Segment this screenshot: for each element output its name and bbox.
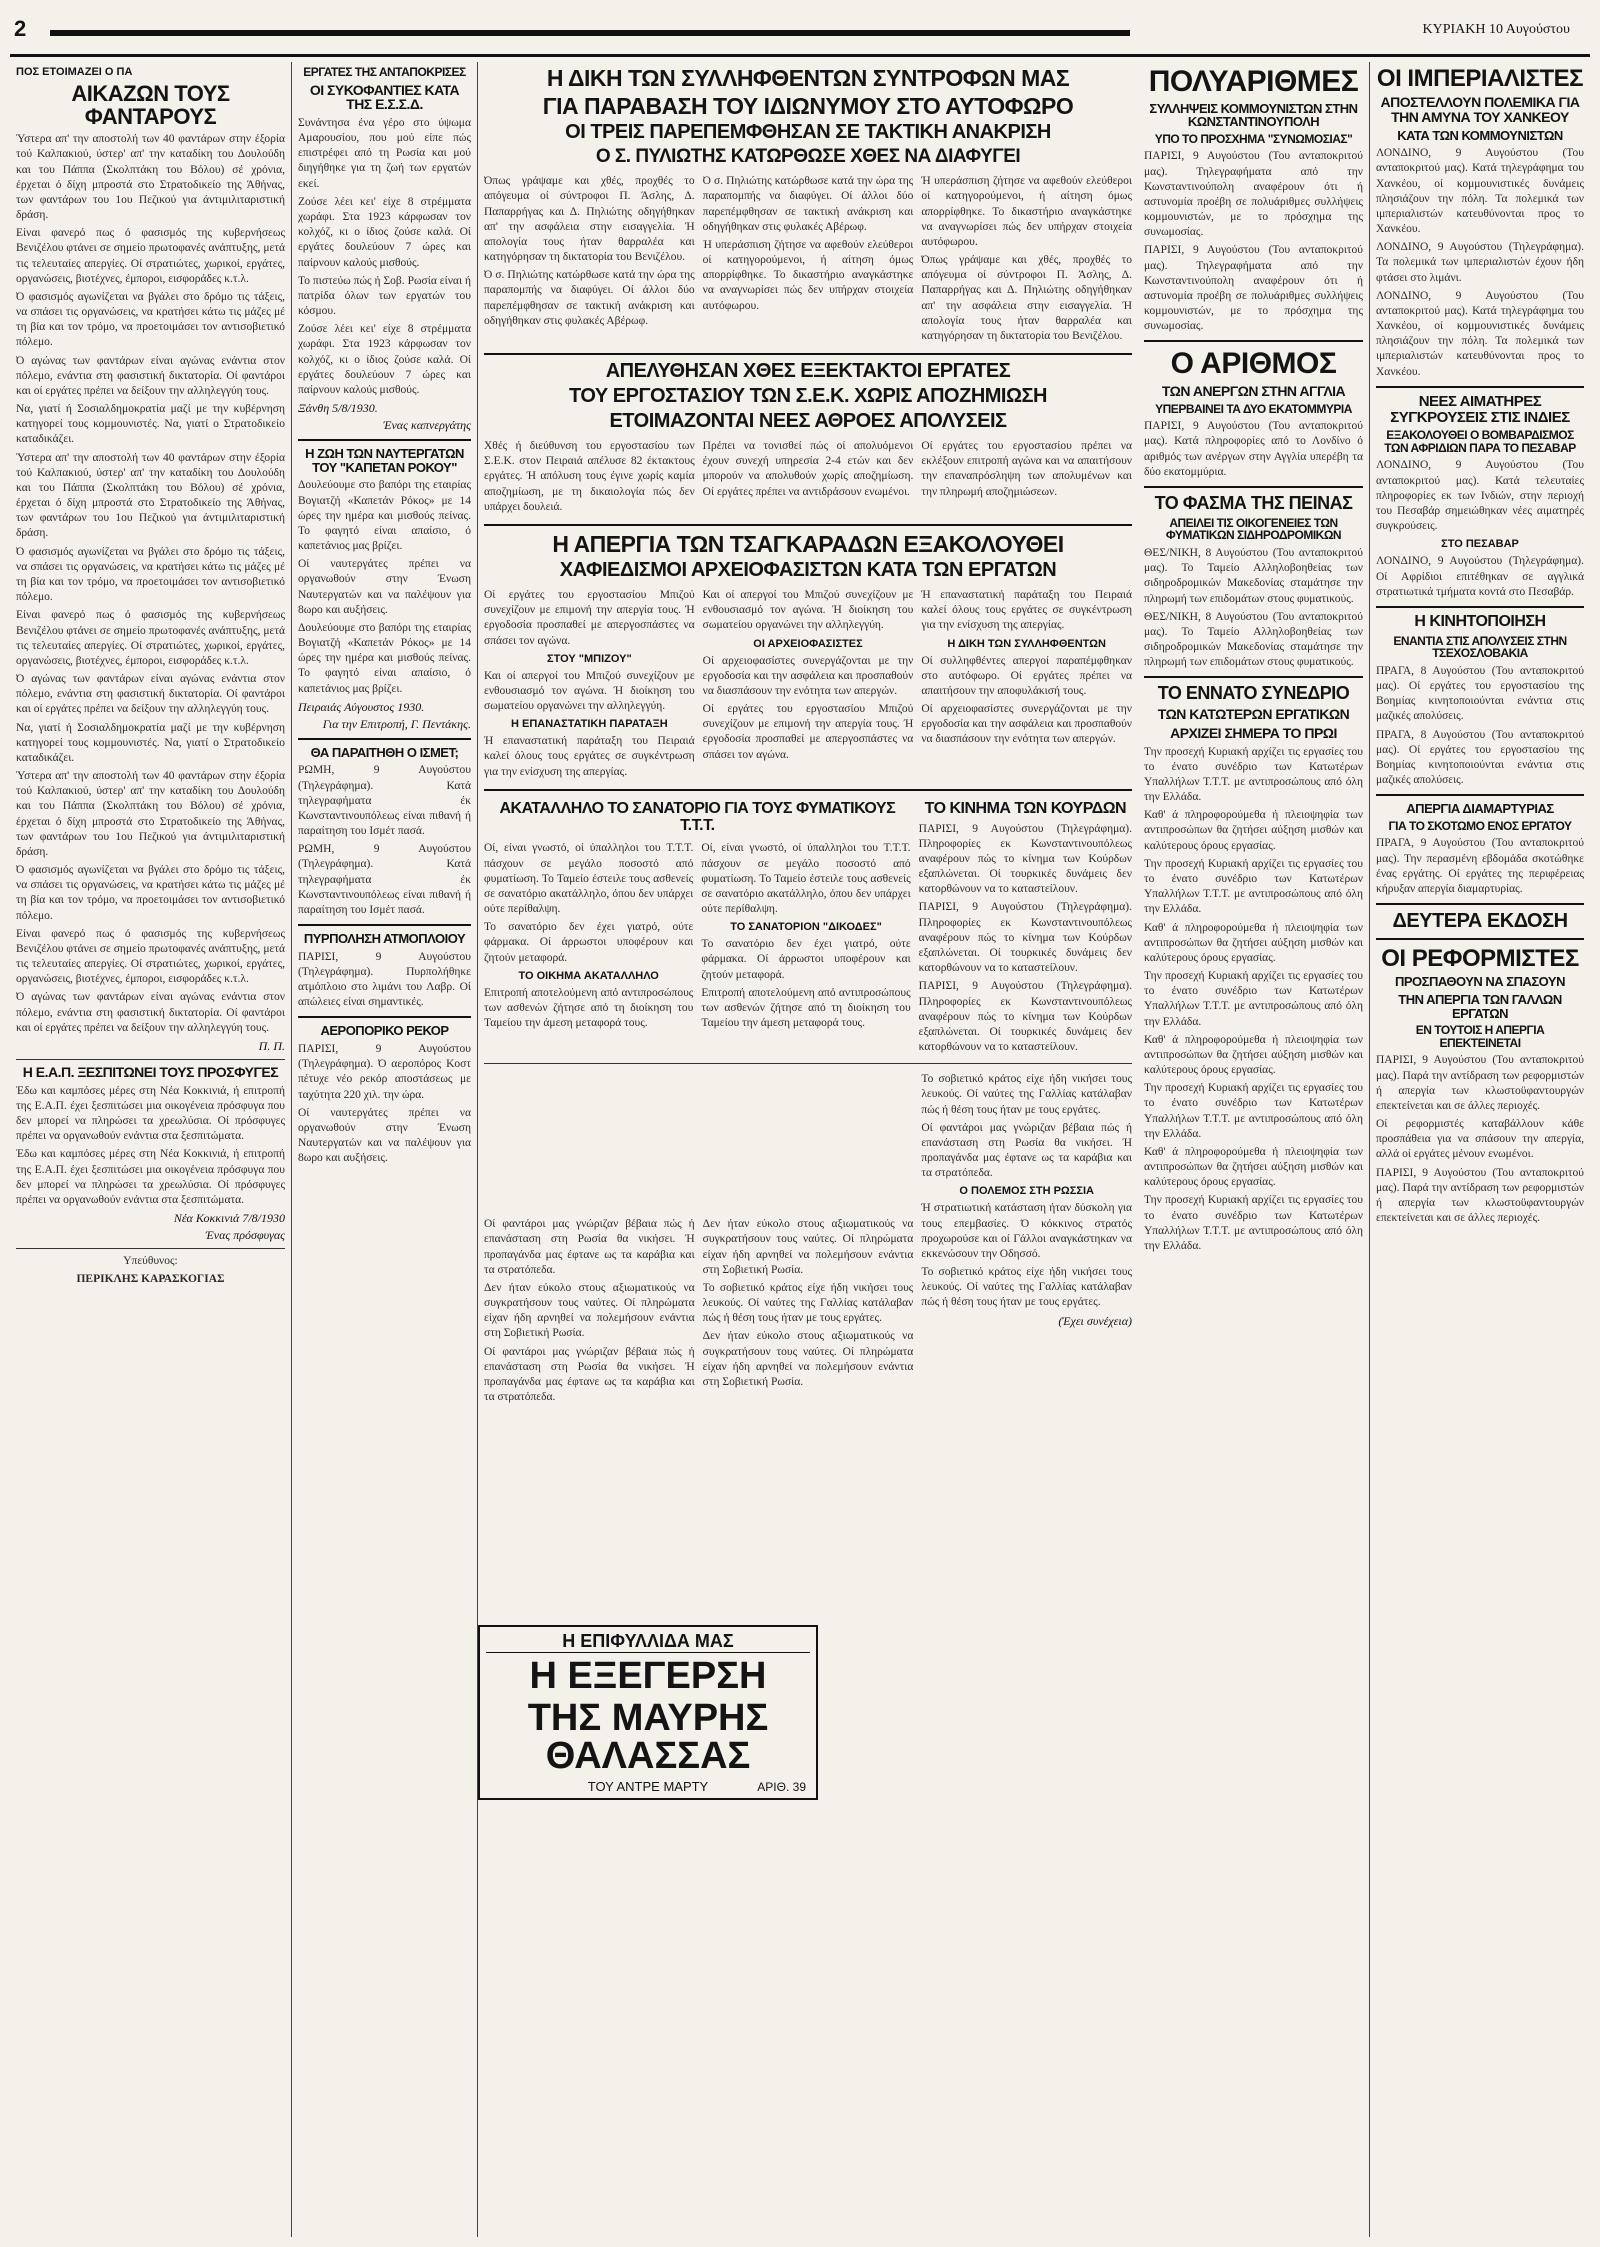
article-headline: ΘΑ ΠΑΡΑΙΤΗΘΗ Ο ΙΣΜΕΤ; xyxy=(310,744,459,760)
article-paragraph: Οί εργάτες του εργοστασίου Μπιζού συνεχίζουν με επιμονή την απεργία τους. Ή εργοδοσία προσπαθεί με απεργοσπάστες να σπάσει τον αγώνα. xyxy=(484,589,695,647)
article-headline-sub: ΤΩΝ ΑΝΕΡΓΩΝ ΣΤΗΝ ΑΓΓΛΙΑ xyxy=(1161,382,1346,399)
article-paragraph: Ό σ. Πηλιώτης κατώρθωσε κατά την ώρα της παραπομπής να διαφύγει. Οί άλλοι δύο παρεπέμφθησαν σε τακτική ανάκριση και οδηγήθηκαν στις φυλακές Αβέρωφ. xyxy=(484,269,695,327)
lower-articles xyxy=(484,797,1132,1058)
article-headline-sub: ΚΑΤΑ ΤΩΝ ΚΟΜΜΟΥΝΙΣΤΩΝ xyxy=(1397,127,1563,143)
serial-body xyxy=(484,1069,1132,1408)
article-headline: ΤΟ ΦΑΣΜΑ ΤΗΣ ΠΕΙΝΑΣ xyxy=(1154,492,1353,513)
article-paragraph: Οί, είναι γνωστό, οί ύπαλληλοι του Τ.Τ.Τ. πάσχουν σε μεγάλο ποσοστό από φυματίωση. Το Ταμείο έστειλε τους ασθενείς σε σανατόριο ακατάλληλο, όπου δεν υπάρχει ούτε περίθαλψη. xyxy=(484,842,694,916)
divider xyxy=(484,524,1132,526)
article-signature: Π. Π. xyxy=(258,1038,285,1053)
article-headline: Η ΖΩΗ ΤΩΝ ΝΑΥΤΕΡΓΑΤΩΝ ΤΟΥ "ΚΑΠΕΤΑΝ ΡΟΚΟΥ" xyxy=(305,446,464,475)
article-headline: ΑΕΡΟΠΟΡΙΚΟ ΡΕΚΟΡ xyxy=(320,1023,449,1039)
article-paragraph: Οί ρεφορμιστές καταβάλλουν κάθε προσπάθεια για να σπάσουν την απεργία, αλλά οί εργάτες μένουν ενωμένοι. xyxy=(1376,1118,1584,1161)
edition-banner: ΔΕΥΤΕΡΑ ΕΚΔΟΣΗ xyxy=(1392,910,1568,933)
layoff-headline-1: ΑΠΕΛΥΘΗΣΑΝ ΧΘΕΣ ΕΞΕΚΤΑΚΤΟΙ ΕΡΓΑΤΕΣ xyxy=(605,360,1011,383)
article-subhead: Η ΔΙΚΗ ΤΩΝ ΣΥΛΛΗΦΘΕΝΤΩΝ xyxy=(947,637,1106,650)
article-paragraph: Την προσεχή Κυριακή αρχίζει τις εργασίες του το ένατο συνέδριο των Κατωτέρων Υπαλλήλων Τ.Τ.Τ. με αντιπροσώπους από όλη την Ελλάδα. xyxy=(1144,1194,1363,1252)
article-paragraph: Το σοβιετικό κράτος είχε ήδη νικήσει τους λευκούς. Οί ναύτες της Γαλλίας κατάλαβαν πώς ή θέση τους ήταν με τους εργάτες. xyxy=(702,1281,914,1325)
article-paragraph: Και οί απεργοί του Μπιζού συνεχίζουν με ενθουσιασμό τον αγώνα. Ή διοίκηση του σωματείου οργανώνει την αλληλεγγύη. xyxy=(702,589,914,632)
article-paragraph: Ό σ. Πηλιώτης κατώρθωσε κατά την ώρα της παραπομπής να διαφύγει. Οί άλλοι δύο παρεπέμφθησαν σε τακτική ανάκριση και οδηγήθηκαν στις φυλακές Αβέρωφ. xyxy=(702,175,914,233)
lead-article-body xyxy=(484,171,1132,347)
article-paragraph: ΠΡΑΓΑ, 8 Αυγούστου (Του ανταποκριτού μας). Οί εργάτες του εργοστασίου της Βοημίας κινητοποιούνται ενάντια στις μαζικές απολύσεις. xyxy=(1376,664,1584,723)
article-headline: ΟΙ ΙΜΠΕΡΙΑΛΙΣΤΕΣ xyxy=(1376,65,1584,92)
divider xyxy=(1376,938,1584,940)
article-paragraph: Ό φασισμός αγωνίζεται να βγάλει στο δρόμο τις τάξεις, να σπάσει τις οργανώσεις, να κρατήσει κάτω τις μάζες μέ τη βία και τον τρόμο, να προετοιμάσει τον αντισοβιετικό πόλεμο. xyxy=(16,545,285,604)
article-paragraph: Την προσεχή Κυριακή αρχίζει τις εργασίες του το ένατο συνέδριο των Κατωτέρων Υπαλλήλων Τ.Τ.Τ. με αντιπροσώπους από όλη την Ελλάδα. xyxy=(1144,970,1363,1028)
divider xyxy=(484,353,1132,355)
serial-title-line-1: Η ΕΞΕΓΕΡΣΗ xyxy=(529,1655,767,1697)
article-paragraph: Επιτροπή αποτελούμενη από αντιπροσώπους των ασθενών ζήτησε από τη διοίκηση του Ταμείου την άμεση μεταφορά τους. xyxy=(484,986,694,1030)
lead-headline-3: ΟΙ ΤΡΕΙΣ ΠΑΡΕΠΕΜΦΘΗΣΑΝ ΣΕ ΤΑΚΤΙΚΗ ΑΝΑΚΡΙΣΗ xyxy=(565,121,1051,144)
divider xyxy=(1376,903,1584,905)
divider xyxy=(298,1016,471,1018)
sanatorium-body xyxy=(484,838,911,1034)
article-paragraph: Οί συλληφθέντες απεργοί παραπέμφθηκαν στο αυτόφωρο. Οί εργάτες πρέπει να απαιτήσουν την αποφυλάκισή τους. xyxy=(921,654,1133,697)
article-headline: ΝΕΕΣ ΑΙΜΑΤΗΡΕΣ ΣΥΓΚΡΟΥΣΕΙΣ ΣΤΙΣ ΙΝΔΙΕΣ xyxy=(1390,392,1570,426)
article-paragraph: ΠΑΡΙΣΙ, 9 Αυγούστου (Τηλεγράφημα). Πληροφορίες εκ Κωνσταντινουπόλεως αναφέρουν πώς το κίνημα των Κούρδων εξαπλώνεται. Οί τουρκικές δυνάμεις δεν κατορθώνουν να το καταστείλουν. xyxy=(918,901,1132,975)
article-subhead: Ο ΠΟΛΕΜΟΣ ΣΤΗ ΡΩΣΣΙΑ xyxy=(959,1185,1094,1198)
article-paragraph: Ύστερα απ' την αποστολή των 40 φαντάρων στην έξορία τού Καλπακιού, ύστερ' απ' την καταδίκη του Δουλούδη και του Πάππα (Σκολπτάκη του Βόλου) σέ χρόνια, έρχεται ό δίχη μπροστά στο Στρατοδικείο της Άθήνας, των φαντάρων του 1ου Πεζικού για άντιμιλιταριστική δράση. xyxy=(16,133,285,222)
article-paragraph: ΛΟΝΔΙΝΟ, 9 Αυγούστου (Του ανταποκριτού μας). Κατά τηλεγράφημα του Χανκέου, οί κομμουνιστικές δυνάμεις πλησιάζουν την πόλη. Τα πολεμικά των ιμπεριαλιστών κατευθύνονται προς το Χανκέου. xyxy=(1376,147,1584,236)
article-paragraph: ΠΑΡΙΣΙ, 9 Αυγούστου (Του ανταποκριτού μας). Κατά πληροφορίες από το Λονδίνο ό αριθμός των ανέργων στην Αγγλία υπερέβη τα δύο εκατομμύρια. xyxy=(1144,420,1363,478)
article-signature: Για την Επιτροπή, Γ. Πεντάκης. xyxy=(322,716,471,731)
column-3 xyxy=(478,62,1138,2237)
article-paragraph: Έδω και καμπόσες μέρες στη Νέα Κοκκινιά, ή επιτροπή της Ε.Α.Π. έχει ξεσπιτώσει μια οικογένεια πρόσφυγα που δεν μπορεί να πληρώσει τα χρεωλύσια. Οί πρόσφυγες πρέπει να οργανωθούν ενάντια στα ξεσπιτώματα. xyxy=(16,1148,285,1206)
article-paragraph: Να, γιατί ή Σοσιαλδημοκρατία μαζί με την κυβέρνηση κατηγορεί τους κομμουνιστές. Να, γιατί ο Στρατοδικείο καταδικάζει. xyxy=(16,721,285,764)
article-paragraph: Οί αρχειοφασίστες συνεργάζονται με την εργοδοσία και την ασφάλεια και προσπαθούν να διασπάσουν την ενότητα των απεργών. xyxy=(921,703,1133,746)
divider xyxy=(298,439,471,441)
article-headline-sub: ΠΡΟΣΠΑΘΟΥΝ ΝΑ ΣΠΑΣΟΥΝ xyxy=(1394,974,1565,990)
issue-date: ΚΥΡΙΑΚΗ 10 Αυγούστου xyxy=(1422,22,1570,37)
article-paragraph: ΘΕΣ/ΝΙΚΗ, 8 Αυγούστου (Του ανταποκριτού μας). Το Ταμείο Αλληλοβοηθείας των σιδηροδρομικών Μακεδονίας σταμάτησε την πληρωμή των επιδομάτων στους φυματικούς. xyxy=(1144,546,1363,605)
article-paragraph: Οί ναυτεργάτες πρέπει να οργανωθούν στην Ένωση Ναυτεργατών και να παλέψουν για 8ωρο και αυξήσεις. xyxy=(298,558,471,616)
article-paragraph: Οί, είναι γνωστό, οί ύπαλληλοι του Τ.Τ.Τ. πάσχουν σε μεγάλο ποσοστό από φυματίωση. Το Ταμείο έστειλε τους ασθενείς σε σανατόριο ακατάλληλο, όπου δεν υπάρχει ούτε περίθαλψη. xyxy=(701,842,911,916)
article-headline-sub: ΑΠΕΙΛΕΙ ΤΙΣ ΟΙΚΟΓΕΝΕΙΕΣ ΤΩΝ ΦΥΜΑΤΙΚΩΝ ΣΙΔΗΡΟΔΡΟΜΙΚΩΝ xyxy=(1165,515,1342,543)
article-headline-sub: ΥΠΕΡΒΑΙΝΕΙ ΤΑ ΔΥΟ ΕΚΑΤΟΜΜΥΡΙΑ xyxy=(1155,401,1352,416)
strike-article-body xyxy=(484,585,1132,783)
divider xyxy=(1376,386,1584,388)
article-paragraph: Οί αρχειοφασίστες συνεργάζονται με την εργοδοσία και την ασφάλεια και προσπαθούν να διασπάσουν την ενότητα των απεργών. xyxy=(702,654,914,697)
article-paragraph: Ύστερα απ' την αποστολή των 40 φαντάρων στην έξορία τού Καλπακιού, ύστερ' απ' την καταδίκη του Δουλούδη και του Πάππα (Σκολπτάκη του Βόλου) σέ χρόνια, έρχεται ό δίχη μπροστά στο Στρατοδικείο της Άθήνας, των φαντάρων του 1ου Πεζικού για άντιμιλιταριστική δράση. xyxy=(16,451,285,540)
article-paragraph: ΛΟΝΔΙΝΟ, 9 Αυγούστου (Του ανταποκριτού μας). Κατά τελευταίες πληροφορίες εκ των Ινδιών, στην περιοχή του Πεσαβάρ σημειώθηκαν νέες αιματηρές συγκρούσεις. xyxy=(1376,459,1584,533)
article-paragraph: Είναι φανερό πως ό φασισμός της κυβερνήσεως Βενιζέλου φτάνει σε σημείο πρωτοφανές ανάπτυξης, μετά τις τελευταίες απεργίες. Οί στρατιώτες, χωρικοί, εργάτες, οργανώσεις, βιοτέχνες, έμποροι, εισφοράδες κ.τ.λ. xyxy=(16,227,285,285)
article-paragraph: ΛΟΝΔΙΝΟ, 9 Αυγούστου (Τηλεγράφημα). Οί Αφρίδιοι επιτέθηκαν σε αγγλικά στρατιωτικά τμήματα κοντά στο Πεσαβάρ. xyxy=(1376,555,1584,598)
section-headline: ΕΡΓΑΤΕΣ ΤΗΣ ΑΝΤΑΠΟΚΡΙΣΕΣ xyxy=(303,65,466,79)
article-paragraph: Όπως γράψαμε και χθές, προχθές το απόγευμα οί σύντροφοι Π. Άσλης, Δ. Παπαρρήγας και Δ. Πηλιώτης οδηγήθηκαν απ' την ασφάλεια στην εισαγγελία. Ή απολογία τους ήταν θαρραλέα και κατηγόρησαν τη δικτατορία του Βενιζέλου. xyxy=(484,175,695,264)
article-paragraph: ΠΑΡΙΣΙ, 9 Αυγούστου (Τηλεγράφημα). Ό αεροπόρος Κοστ πέτυχε νέο ρεκόρ αποστάσεως με ταχύτητα 220 χιλ. την ώρα. xyxy=(298,1043,471,1101)
strike-headline-1: Η ΑΠΕΡΓΙΑ ΤΩΝ ΤΣΑΓΚΑΡΑΔΩΝ ΕΞΑΚΟΛΟΥΘΕΙ xyxy=(552,530,1064,557)
article-paragraph: Καθ' ά πληροφορούμεθα ή πλειοψηφία των αντιπροσώπων θα ζητήσει αύξηση μισθών και καλύτερους όρους εργασίας. xyxy=(1144,921,1363,964)
article-paragraph: Οί φαντάροι μας γνώριζαν βέβαια πώς ή επανάσταση στη Ρωσία θα νικήσει. Ή προπαγάνδα μας έφτανε ως τα καράβια και τα στρατόπεδα. xyxy=(484,1218,695,1276)
article-headline: ΠΥΡΠΟΛΗΣΗ ΑΤΜΟΠΛΟΙΟΥ xyxy=(303,931,466,947)
layoff-headline-3: ΕΤΟΙΜΑΖΟΝΤΑΙ ΝΕΕΣ ΑΘΡΟΕΣ ΑΠΟΛΥΣΕΙΣ xyxy=(609,410,1007,433)
divider xyxy=(298,924,471,926)
article-headline: ΤΟ ΚΙΝΗΜΑ ΤΩΝ ΚΟΥΡΔΩΝ xyxy=(924,799,1127,817)
article-paragraph: Την προσεχή Κυριακή αρχίζει τις εργασίες του το ένατο συνέδριο των Κατωτέρων Υπαλλήλων Τ.Τ.Τ. με αντιπροσώπους από όλη την Ελλάδα. xyxy=(1144,1082,1363,1140)
article-headline: ΟΙ ΡΕΦΟΡΜΙΣΤΕΣ xyxy=(1381,945,1579,973)
article-paragraph: Είναι φανερό πως ό φασισμός της κυβερνήσεως Βενιζέλου φτάνει σε σημείο πρωτοφανές ανάπτυξης, μετά τις τελευταίες απεργίες. Οί στρατιώτες, χωρικοί, εργάτες, οργανώσεις, βιοτέχνες, έμποροι, εισφοράδες κ.τ.λ. xyxy=(16,609,285,667)
article-headline-sub: ΥΠΟ ΤΟ ΠΡΟΣΧΗΜΑ "ΣΥΝΩΜΟΣΙΑΣ" xyxy=(1154,131,1353,146)
article-signature: Πειραιάς Αύγουστος 1930. xyxy=(298,699,425,714)
article-paragraph: Ζούσε λέει κει' είχε 8 στρέμματα χωράφι. Στα 1923 κάρφωσαν τον κολχόζ, κι ο ίδιος ζούσε καλά. Οί εργάτες δουλεύουν 7 ώρες και παίρνουν καλούς μισθούς. xyxy=(298,195,471,269)
article-headline: ΑΚΑΤΑΛΛΗΛΟ ΤΟ ΣΑΝΑΤΟΡΙΟ ΓΙΑ ΤΟΥΣ ΦΥΜΑΤΙΚΟΥΣ Τ.Τ.Τ. xyxy=(499,799,896,834)
divider xyxy=(1144,486,1363,488)
article-paragraph: Δουλεύουμε στο βαπόρι της εταιρίας Βογιατζή «Καπετάν Ρόκος» με 14 ώρες την ημέρα και μισθούς πείνας. Το φαγητό είναι απαίσιο, ό καπετάνιος μας βρίζει. xyxy=(298,479,471,553)
article-paragraph: ΠΡΑΓΑ, 9 Αυγούστου (Του ανταποκριτού μας). Την περασμένη εβδομάδα σκοτώθηκε ένας εργάτης. Οί εργάτες της περιφέρειας κήρυξαν απεργία διαμαρτυρίας. xyxy=(1376,837,1584,895)
article-headline-sub: ΕΝ ΤΟΥΤΟΙΣ Η ΑΠΕΡΓΙΑ ΕΠΕΚΤΕΙΝΕΤΑΙ xyxy=(1415,1023,1545,1050)
article-paragraph: Οί ναυτεργάτες πρέπει να οργανωθούν στην Ένωση Ναυτεργατών και να παλέψουν για 8ωρο και αυξήσεις. xyxy=(298,1106,471,1165)
article-paragraph: Επιτροπή αποτελούμενη από αντιπροσώπους των ασθενών ζήτησε από τη διοίκηση του Ταμείου την άμεση μεταφορά τους. xyxy=(701,986,911,1030)
article-paragraph: Συνάντησα ένα γέρο στο ύψωμα Αμαρουσίου, που μού είπε πώς επιστρέφει από τη Ρωσία και μού διηγήθηκε για τη ζωή των εργατών εκεί. xyxy=(298,116,471,190)
article-kicker: ΠΟΣ ΕΤΟΙΜΑΖΕΙ Ο ΠΑ xyxy=(16,66,133,78)
divider xyxy=(1144,340,1363,342)
article-paragraph: Καθ' ά πληροφορούμεθα ή πλειοψηφία των αντιπροσώπων θα ζητήσει αύξηση μισθών και καλύτερους όρους εργασίας. xyxy=(1144,1145,1363,1189)
article-paragraph: Οί φαντάροι μας γνώριζαν βέβαια πώς ή επανάσταση στη Ρωσία θα νικήσει. Ή προπαγάνδα μας έφτανε ως τα καράβια και τα στρατόπεδα. xyxy=(921,1121,1133,1180)
serial-part-number: ΑΡΙΘ. 39 xyxy=(757,1780,806,1794)
article-paragraph: Οί εργάτες του εργοστασίου πρέπει να εκλέξουν επιτροπή αγώνα και να απαιτήσουν την επαναπρόσληψη των απολυμένων και την πληρωμή αποζημιώσεων. xyxy=(921,440,1133,498)
article-paragraph: Δουλεύουμε στο βαπόρι της εταιρίας Βογιατζή «Καπετάν Ρόκος» με 14 ώρες την ημέρα και μισθούς πείνας. Το φαγητό είναι απαίσιο, ό καπετάνιος μας βρίζει. xyxy=(298,621,471,695)
article-subhead: ΤΟ ΣΑΝΑΤΟΡΙΟΝ "ΔΙΚΟΔΕΣ" xyxy=(730,921,882,934)
article-paragraph: Όπως γράψαμε και χθές, προχθές το απόγευμα οί σύντροφοι Π. Άσλης, Δ. Παπαρρήγας και Δ. Πηλιώτης οδηγήθηκαν απ' την ασφάλεια στην εισαγγελία. Ή απολογία τους ήταν θαρραλέα και κατηγόρησαν τη δικτατορία του Βενιζέλου. xyxy=(921,254,1133,342)
article-paragraph: Ή στρατιωτική κατάσταση ήταν δύσκολη για τους επεμβασίες. Ό κόκκινος στρατός προχωρούσε και οί Γάλλοι αναγκάστηκαν να εκκενώσουν την Οδησσό. xyxy=(921,1202,1133,1260)
article-paragraph: ΠΡΑΓΑ, 8 Αυγούστου (Του ανταποκριτού μας). Οί εργάτες του εργοστασίου της Βοημίας κινητοποιούνται ενάντια στις μαζικές απολύσεις. xyxy=(1376,728,1584,787)
divider xyxy=(484,789,1132,791)
article-paragraph: Και οί απεργοί του Μπιζού συνεχίζουν με ενθουσιασμό τον αγώνα. Ή διοίκηση του σωματείου οργανώνει την αλληλεγγύη. xyxy=(484,669,695,713)
divider xyxy=(298,738,471,740)
article-paragraph: Ζούσε λέει κει' είχε 8 στρέμματα χωράφι. Στα 1923 κάρφωσαν τον κολχόζ, κι ο ίδιος ζούσε καλά. Οί εργάτες δουλεύουν 7 ώρες και παίρνουν καλούς μισθούς. xyxy=(298,323,471,396)
article-paragraph: Ή επαναστατική παράταξη του Πειραιά καλεί όλους τους εργάτες σε συγκέντρωση για την ενίσχυση της απεργίας. xyxy=(484,735,695,778)
article-paragraph: Είναι φανερό πως ό φασισμός της κυβερνήσεως Βενιζέλου φτάνει σε σημείο πρωτοφανές ανάπτυξης, μετά τις τελευταίες απεργίες. Οί στρατιώτες, χωρικοί, εργάτες, οργανώσεις, βιοτέχνες, έμποροι, εισφοράδες κ.τ.λ. xyxy=(16,927,285,986)
article-paragraph: Καθ' ά πληροφορούμεθα ή πλειοψηφία των αντιπροσώπων θα ζητήσει αύξηση μισθών και καλύτερους όρους εργασίας. xyxy=(1144,1033,1363,1077)
article-paragraph: ΠΑΡΙΣΙ, 9 Αυγούστου (Του ανταποκριτού μας). Τηλεγραφήματα από την Κωνσταντινούπολη αναφέρουν ότι ή αστυνομία προέβη σε πολυάριθμες συλλήψεις κομμουνιστών, με το πρόσχημα της συνωμοσίας. xyxy=(1144,244,1363,333)
editor-label: Υπεύθυνος: xyxy=(123,1255,178,1268)
article-paragraph: Να, γιατί ή Σοσιαλδημοκρατία μαζί με την κυβέρνηση κατηγορεί τους κομμουνιστές. Να, γιατί ο Στρατοδικείο καταδικάζει. xyxy=(16,403,285,446)
article-paragraph: Το σοβιετικό κράτος είχε ήδη νικήσει τους λευκούς. Οί ναύτες της Γαλλίας κατάλαβαν πώς ή θέση τους ήταν με τους εργάτες. xyxy=(921,1073,1133,1116)
article-headline-sub: ΕΝΑΝΤΙΑ ΣΤΙΣ ΑΠΟΛΥΣΕΙΣ ΣΤΗΝ ΤΣΕΧΟΣΛΟΒΑΚΙΑ xyxy=(1393,633,1567,661)
article-paragraph: ΠΑΡΙΣΙ, 9 Αυγούστου (Τηλεγράφημα). Πληροφορίες εκ Κωνσταντινουπόλεως αναφέρουν πώς το κίνημα των Κούρδων εξαπλώνεται. Οί τουρκικές δυνάμεις δεν κατορθώνουν να το καταστείλουν. xyxy=(918,980,1132,1054)
article-paragraph: ΠΑΡΙΣΙ, 9 Αυγούστου (Του ανταποκριτού μας). Παρά την αντίδραση των ρεφορμιστών ή απεργία των κλωστοϋφαντουργών επεκτείνεται και σε άλλες περιοχές. xyxy=(1376,1054,1584,1112)
article-paragraph: Την προσεχή Κυριακή αρχίζει τις εργασίες του το ένατο συνέδριο των Κατωτέρων Υπαλλήλων Τ.Τ.Τ. με αντιπροσώπους από όλη την Ελλάδα. xyxy=(1144,745,1363,804)
article-paragraph: Ό αγώνας των φαντάρων είναι αγώνας ενάντια στον πόλεμο, ενάντια στη φασιστική δικτατορία. Οί φαντάροι και οί εργάτες πρέπει να δείξουν την αλληλεγγύη τους. xyxy=(16,673,285,716)
strike-headline-2: ΧΑΦΙΕΔΙΣΜΟΙ ΑΡΧΕΙΟΦΑΣΙΣΤΩΝ ΚΑΤΑ ΤΩΝ ΕΡΓΑΤΩΝ xyxy=(559,559,1057,582)
article-subhead: ΣΤΟ ΠΕΣΑΒΑΡ xyxy=(1441,538,1519,551)
article-headline-sub: ΕΞΑΚΟΛΟΥΘΕΙ Ο ΒΟΜΒΑΡΔΙΣΜΟΣ ΤΩΝ ΑΦΡΙΔΙΩΝ ΠΑΡΑ ΤΟ ΠΕΣΑΒΑΡ xyxy=(1384,428,1576,455)
article-paragraph: Ή υπεράσπιση ζήτησε να αφεθούν ελεύθεροι οί κατηγορούμενοι, ή αίτηση όμως απορρίφθηκε. Το δικαστήριο αναγκάστηκε να αναγνωρίσει πώς δεν υπήρχαν στοιχεία αυτόφωρου. xyxy=(921,175,1133,248)
article-headline: ΤΟ ΕΝΝΑΤΟ ΣΥΝΕΔΡΙΟ xyxy=(1157,683,1350,704)
article-paragraph: ΠΑΡΙΣΙ, 9 Αυγούστου (Του ανταποκριτού μας). Παρά την αντίδραση των ρεφορμιστών ή απεργία των κλωστοϋφαντουργών επεκτείνεται και σε άλλες περιοχές. xyxy=(1376,1166,1584,1225)
continued-note: (Έχει συνέχεια) xyxy=(1058,1313,1133,1328)
column-2 xyxy=(292,62,478,2237)
serial-author: ΤΟΥ ΑΝΤΡΕ ΜΑΡΤΥ xyxy=(587,1779,709,1794)
article-paragraph: Οί φαντάροι μας γνώριζαν βέβαια πώς ή επανάσταση στη Ρωσία θα νικήσει. Ή προπαγάνδα μας έφτανε ως τα καράβια και τα στρατόπεδα. xyxy=(484,1345,695,1404)
article-subhead: ΤΟ ΟΙΚΗΜΑ ΑΚΑΤΑΛΛΗΛΟ xyxy=(518,969,659,982)
article-headline: ΠΟΛΥΑΡΙΘΜΕΣ xyxy=(1148,65,1359,98)
article-headline: ΟΙ ΣΥΚΟΦΑΝΤΙΕΣ ΚΑΤΑ ΤΗΣ Ε.Σ.Σ.Δ. xyxy=(309,81,460,113)
article-paragraph: Ή επαναστατική παράταξη του Πειραιά καλεί όλους τους εργάτες σε συγκέντρωση για την ενίσχυση της απεργίας. xyxy=(921,589,1133,632)
serial-title-box xyxy=(478,1625,818,1800)
layoff-headline-2: ΤΟΥ ΕΡΓΟΣΤΑΣΙΟΥ ΤΩΝ Σ.Ε.Κ. ΧΩΡΙΣ ΑΠΟΖΗΜΙΩΣΗ xyxy=(569,385,1047,408)
article-paragraph: ΠΑΡΙΣΙ, 9 Αυγούστου (Του ανταποκριτού μας). Τηλεγραφήματα από την Κωνσταντινούπολη αναφέρουν ότι ή αστυνομία προέβη σε πολυάριθμες συλλήψεις κομμουνιστών, με το πρόσχημα της συνωμοσίας. xyxy=(1144,150,1363,239)
divider xyxy=(484,1063,1132,1064)
article-paragraph: Πρέπει να τονισθεί πώς οί απολυόμενοι έχουν συνεχή υπηρεσία 2-4 ετών και δεν μπορούν να απολυθούν χωρίς αποζημίωση. Οί εργάτες πρέπει να αντιδράσουν ενωμένοι. xyxy=(702,440,914,498)
article-headline-sub: ΑΡΧΙΖΕΙ ΣΗΜΕΡΑ ΤΟ ΠΡΩΙ xyxy=(1170,724,1337,741)
article-signature: Ένας καπνεργάτης xyxy=(383,418,471,433)
page-number: 2 xyxy=(14,16,27,41)
page-masthead xyxy=(10,8,1590,57)
article-headline: Η ΚΙΝΗΤΟΠΟΙΗΣΗ xyxy=(1414,612,1546,630)
article-headline-sub: ΓΙΑ ΤΟ ΣΚΟΤΩΜΟ ΕΝΟΣ ΕΡΓΑΤΟΥ xyxy=(1388,818,1572,833)
article-headline: ΑΙΚΑΖΩΝ ΤΟΥΣ ΦΑΝΤΑΡΟΥΣ xyxy=(71,81,230,130)
divider xyxy=(1144,676,1363,678)
article-headline: Ο ΑΡΙΘΜΟΣ xyxy=(1170,347,1337,381)
article-signature: Ένας πρόσφυγας xyxy=(205,1228,285,1243)
article-subhead: Η ΕΠΑΝΑΣΤΑΤΙΚΗ ΠΑΡΑΤΑΞΗ xyxy=(510,718,668,731)
article-paragraph: ΠΑΡΙΣΙ, 9 Αυγούστου (Τηλεγράφημα). Πυρπολήθηκε ατμόπλοιο στο λιμάνι του Λαβρ. Οί απώλειες είναι σημαντικές. xyxy=(298,950,471,1009)
article-paragraph: Ή υπεράσπιση ζήτησε να αφεθούν ελεύθεροι οί κατηγορούμενοι, ή αίτηση όμως απορρίφθηκε. Το δικαστήριο αναγκάστηκε να αναγνωρίσει πώς δεν υπήρχαν στοιχεία αυτόφωρου. xyxy=(702,238,914,312)
article-subhead: ΟΙ ΑΡΧΕΙΟΦΑΣΙΣΤΕΣ xyxy=(753,637,863,650)
editor-name: ΠΕΡΙΚΛΗΣ ΚΑΡΑΣΚΟΓΙΑΣ xyxy=(76,1273,225,1286)
article-signature: Νέα Κοκκινιά 7/8/1930 xyxy=(173,1211,285,1226)
article-headline-sub: ΤΩΝ ΚΑΤΩΤΕΡΩΝ ΕΡΓΑΤΙΚΩΝ xyxy=(1157,706,1350,723)
column-5 xyxy=(1370,62,1590,2237)
article-paragraph: ΠΑΡΙΣΙ, 9 Αυγούστου (Τηλεγράφημα). Πληροφορίες εκ Κωνσταντινουπόλεως αναφέρουν πώς το κίνημα των Κούρδων εξαπλώνεται. Οί τουρκικές δυνάμεις δεν κατορθώνουν να το καταστείλουν. xyxy=(918,822,1132,896)
article-headline: ΑΠΕΡΓΙΑ ΔΙΑΜΑΡΤΥΡΙΑΣ xyxy=(1406,801,1554,817)
article-paragraph: Ό αγώνας των φαντάρων είναι αγώνας ενάντια στον πόλεμο, ενάντια στη φασιστική δικτατορία. Οί φαντάροι και οί εργάτες πρέπει να δείξουν την αλληλεγγύη τους. xyxy=(16,991,285,1034)
article-paragraph: ΡΩΜΗ, 9 Αυγούστου (Τηλεγράφημα). Κατά τηλεγραφήματα έκ Κωνσταντινουπόλεως είναι πιθανή ή παραίτηση του Ισμέτ πασά. xyxy=(298,843,471,916)
divider xyxy=(16,1059,285,1060)
article-paragraph: ΛΟΝΔΙΝΟ, 9 Αυγούστου (Τηλεγράφημα). Τα πολεμικά των ιμπεριαλιστών έχουν ήδη φτάσει στο λιμάνι. xyxy=(1376,241,1584,284)
article-paragraph: ΡΩΜΗ, 9 Αυγούστου (Τηλεγράφημα). Κατά τηλεγραφήματα έκ Κωνσταντινουπόλεως είναι πιθανή ή παραίτηση του Ισμέτ πασά. xyxy=(298,764,471,838)
article-paragraph: Ό φασισμός αγωνίζεται να βγάλει στο δρόμο τις τάξεις, να σπάσει τις οργανώσεις, να κρατήσει κάτω τις μάζες μέ τη βία και τον τρόμο, να προετοιμάσει τον αντισοβιετικό πόλεμο. xyxy=(16,864,285,922)
article-paragraph: Το σανατόριο δεν έχει γιατρό, ούτε φάρμακα. Οί άρρωστοι υποφέρουν και ζητούν μεταφορά. xyxy=(484,921,694,964)
column-1 xyxy=(10,62,292,2237)
article-paragraph: Ό φασισμός αγωνίζεται να βγάλει στο δρόμο τις τάξεις, να σπάσει τις οργανώσεις, να κρατήσει κάτω τις μάζες μέ τη βία και τον τρόμο, να προετοιμάσει τον αντισοβιετικό πόλεμο. xyxy=(16,290,285,349)
article-signature: Ξάνθη 5/8/1930. xyxy=(298,401,378,416)
serial-title-line-2: ΤΗΣ ΜΑΥΡΗΣ ΘΑΛΑΣΣΑΣ xyxy=(527,1697,769,1777)
divider xyxy=(16,1248,285,1249)
article-paragraph: Την προσεχή Κυριακή αρχίζει τις εργασίες του το ένατο συνέδριο των Κατωτέρων Υπαλλήλων Τ.Τ.Τ. με αντιπροσώπους από όλη την Ελλάδα. xyxy=(1144,857,1363,916)
article-paragraph: Το πιστεύω πώς ή Σοβ. Ρωσία είναι ή πατρίδα όλων των εργατών του κόσμου. xyxy=(298,274,471,318)
article-paragraph: Οί εργάτες του εργοστασίου Μπιζού συνεχίζουν με επιμονή την απεργία τους. Ή εργοδοσία προσπαθεί με απεργοσπάστες να σπάσει τον αγώνα. xyxy=(702,703,914,761)
article-paragraph: Το σοβιετικό κράτος είχε ήδη νικήσει τους λευκούς. Οί ναύτες της Γαλλίας κατάλαβαν πώς ή θέση τους ήταν με τους εργάτες. xyxy=(921,1266,1133,1309)
masthead-rule xyxy=(50,30,1130,36)
article-paragraph: Ό αγώνας των φαντάρων είναι αγώνας ενάντια στον πόλεμο, ενάντια στη φασιστική δικτατορία. Οί φαντάροι και οί εργάτες πρέπει να δείξουν την αλληλεγγύη τους. xyxy=(16,354,285,397)
article-subhead: ΣΤΟΥ "ΜΠΙΖΟΥ" xyxy=(547,652,632,665)
article-paragraph: Χθές ή διεύθυνση του εργοστασίου των Σ.Ε.Κ. στον Πειραιά απέλυσε 82 έκτακτους εργάτες. Ή απόλυση τους έγινε χωρίς καμία αποζημίωση, με τη δικαιολογία πώς δεν υπάρχει δουλειά. xyxy=(484,440,695,513)
article-paragraph: Δεν ήταν εύκολο στους αξιωματικούς να συγκρατήσουν τους ναύτες. Οί πληρώματα είχαν ήδη αρνηθεί να πολεμήσουν ενάντια στη Σοβιετική Ρωσία. xyxy=(484,1281,695,1340)
article-paragraph: Έδω και καμπόσες μέρες στη Νέα Κοκκινιά, ή επιτροπή της Ε.Α.Π. έχει ξεσπιτώσει μια οικογένεια πρόσφυγα που δεν μπορεί να πληρώσει τα χρεωλύσια. Οί πρόσφυγες πρέπει να οργανωθούν ενάντια στα ξεσπιτώματα. xyxy=(16,1084,285,1143)
article-headline-sub: ΤΗΝ ΑΠΕΡΓΙΑ ΤΩΝ ΓΑΛΛΩΝ ΕΡΓΑΤΩΝ xyxy=(1398,991,1562,1021)
article-paragraph: Καθ' ά πληροφορούμεθα ή πλειοψηφία των αντιπροσώπων θα ζητήσει αύξηση μισθών και καλύτερους όρους εργασίας. xyxy=(1144,809,1363,852)
lead-headline-1: Η ΔΙΚΗ ΤΩΝ ΣΥΛΛΗΦΘΕΝΤΩΝ ΣΥΝΤΡΟΦΩΝ ΜΑΣ xyxy=(546,65,1070,91)
article-headline-sub: ΑΠΟΣΤΕΛΛΟΥΝ ΠΟΛΕΜΙΚΑ ΓΙΑ ΤΗΝ ΑΜΥΝΑ ΤΟΥ ΧΑΝΚΕΟΥ xyxy=(1380,94,1580,125)
article-paragraph: Ύστερα απ' την αποστολή των 40 φαντάρων στην έξορία τού Καλπακιού, ύστερ' απ' την καταδίκη του Δουλούδη και του Πάππα (Σκολπτάκη του Βόλου) σέ χρόνια, έρχεται ό δίχη μπροστά στο Στρατοδικείο της Άθήνας, των φαντάρων του 1ου Πεζικού για άντιμιλιταριστική δράση. xyxy=(16,770,285,858)
article-paragraph: ΘΕΣ/ΝΙΚΗ, 8 Αυγούστου (Του ανταποκριτού μας). Το Ταμείο Αλληλοβοηθείας των σιδηροδρομικών Μακεδονίας σταμάτησε την πληρωμή των επιδομάτων στους φυματικούς. xyxy=(1144,610,1363,669)
serial-kicker: Η ΕΠΙΦΥΛΛΙΔΑ ΜΑΣ xyxy=(486,1631,810,1653)
article-paragraph: Δεν ήταν εύκολο στους αξιωματικούς να συγκρατήσουν τους ναύτες. Οί πληρώματα είχαν ήδη αρνηθεί να πολεμήσουν ενάντια στη Σοβιετική Ρωσία. xyxy=(702,1330,914,1388)
article-headline-sub: ΣΥΛΛΗΨΕΙΣ ΚΟΜΜΟΥΝΙΣΤΩΝ ΣΤΗΝ ΚΩΝΣΤΑΝΤΙΝΟΥΠΟΛΗ xyxy=(1149,100,1358,130)
article-headline: Η Ε.Α.Π. ΞΕΣΠΙΤΩΝΕΙ ΤΟΥΣ ΠΡΟΣΦΥΓΕΣ xyxy=(22,1063,279,1080)
lead-headline-4: Ο Σ. ΠΥΛΙΩΤΗΣ ΚΑΤΩΡΘΩΣΕ ΧΘΕΣ ΝΑ ΔΙΑΦΥΓΕΙ xyxy=(595,146,1021,168)
lead-headline-2: ΓΙΑ ΠΑΡΑΒΑΣΗ ΤΟΥ ΙΔΙΩΝΥΜΟΥ ΣΤΟ ΑΥΤΟΦΩΡΟ xyxy=(542,93,1074,120)
article-paragraph: Δεν ήταν εύκολο στους αξιωματικούς να συγκρατήσουν τους ναύτες. Οί πληρώματα είχαν ήδη αρνηθεί να πολεμήσουν ενάντια στη Σοβιετική Ρωσία. xyxy=(702,1218,914,1276)
layoff-article-body xyxy=(484,436,1132,518)
column-4 xyxy=(1138,62,1370,2237)
article-paragraph: ΛΟΝΔΙΝΟ, 9 Αυγούστου (Του ανταποκριτού μας). Κατά τηλεγράφημα του Χανκέου, οί κομμουνιστικές δυνάμεις πλησιάζουν την πόλη. Τα πολεμικά των ιμπεριαλιστών κατευθύνονται προς το Χανκέου. xyxy=(1376,289,1584,378)
divider xyxy=(1376,794,1584,796)
article-paragraph: Το σανατόριο δεν έχει γιατρό, ούτε φάρμακα. Οί άρρωστοι υποφέρουν και ζητούν μεταφορά. xyxy=(701,938,911,981)
divider xyxy=(1376,606,1584,608)
